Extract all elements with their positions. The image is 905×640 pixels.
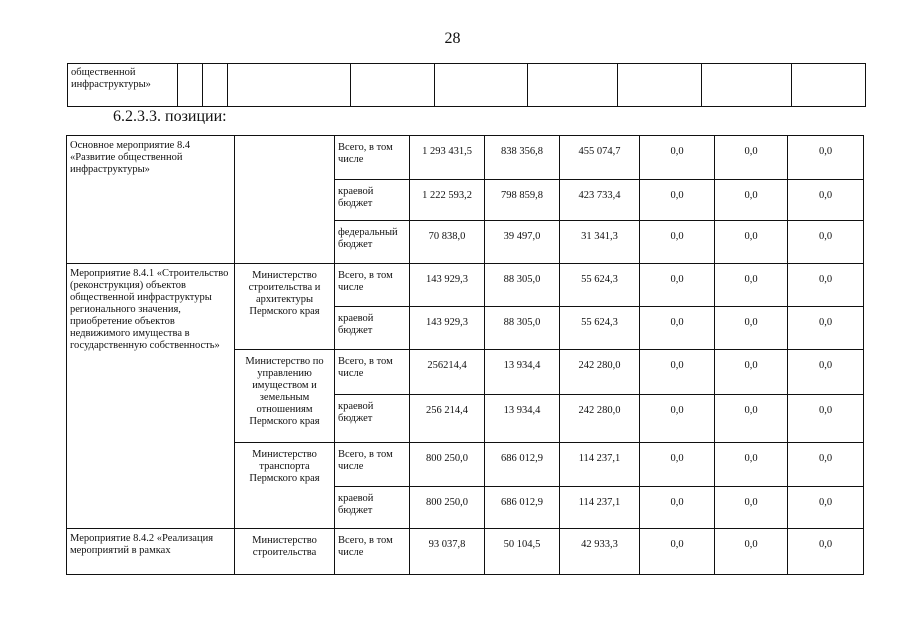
value-cell: 0,0 xyxy=(715,136,788,180)
value-cell: 242 280,0 xyxy=(560,350,640,395)
value-cell: 0,0 xyxy=(788,350,864,395)
value-cell: 88 305,0 xyxy=(485,307,560,350)
value-cell: 798 859,8 xyxy=(485,180,560,221)
value-cell: 0,0 xyxy=(788,487,864,529)
value-cell: 13 934,4 xyxy=(485,350,560,395)
value-cell: 0,0 xyxy=(640,350,715,395)
table-row xyxy=(68,64,866,107)
funding-source: краевой бюджет xyxy=(335,180,410,221)
value-cell: 143 929,3 xyxy=(410,307,485,350)
funding-source: краевой бюджет xyxy=(335,487,410,529)
responsible-executor: Министерство транспорта Пермского края xyxy=(235,443,335,529)
funding-source: федеральный бюджет xyxy=(335,221,410,264)
value-cell: 686 012,9 xyxy=(485,443,560,487)
activity-name: Основное мероприятие 8.4 «Развитие общественной инфраструктуры» xyxy=(67,136,235,264)
value-cell: 423 733,4 xyxy=(560,180,640,221)
value-cell: 0,0 xyxy=(715,487,788,529)
value-cell: 256214,4 xyxy=(410,350,485,395)
value-cell: 686 012,9 xyxy=(485,487,560,529)
value-cell: 0,0 xyxy=(640,264,715,307)
responsible-executor: Министерство по управлению имуществом и земельным отношениям Пермского края xyxy=(235,350,335,443)
value-cell: 31 341,3 xyxy=(560,221,640,264)
value-cell: 0,0 xyxy=(640,395,715,443)
activity-name: Мероприятие 8.4.2 «Реализация мероприятий в рамках xyxy=(67,529,235,575)
funding-source: краевой бюджет xyxy=(335,307,410,350)
value-cell: 55 624,3 xyxy=(560,307,640,350)
value-cell: 0,0 xyxy=(788,395,864,443)
value-cell: 800 250,0 xyxy=(410,443,485,487)
value-cell: 242 280,0 xyxy=(560,395,640,443)
value-cell: 0,0 xyxy=(640,487,715,529)
row-name: общественной инфраструктуры» xyxy=(68,64,178,107)
value-cell: 0,0 xyxy=(788,443,864,487)
value-cell: 0,0 xyxy=(715,221,788,264)
value-cell: 0,0 xyxy=(715,350,788,395)
value-cell: 0,0 xyxy=(788,264,864,307)
table-row xyxy=(67,529,864,575)
value-cell: 838 356,8 xyxy=(485,136,560,180)
value-cell: 0,0 xyxy=(640,221,715,264)
value-cell: 0,0 xyxy=(640,136,715,180)
value-cell: 93 037,8 xyxy=(410,529,485,575)
responsible-executor xyxy=(235,136,335,264)
value-cell: 0,0 xyxy=(640,443,715,487)
value-cell: 0,0 xyxy=(715,180,788,221)
value-cell: 70 838,0 xyxy=(410,221,485,264)
value-cell: 455 074,7 xyxy=(560,136,640,180)
value-cell: 88 305,0 xyxy=(485,264,560,307)
value-cell: 0,0 xyxy=(788,221,864,264)
value-cell: 114 237,1 xyxy=(560,443,640,487)
page-number: 28 xyxy=(444,30,461,47)
value-cell: 42 933,3 xyxy=(560,529,640,575)
value-cell: 55 624,3 xyxy=(560,264,640,307)
value-cell: 143 929,3 xyxy=(410,264,485,307)
funding-source: краевой бюджет xyxy=(335,395,410,443)
value-cell: 0,0 xyxy=(640,180,715,221)
value-cell: 114 237,1 xyxy=(560,487,640,529)
value-cell: 13 934,4 xyxy=(485,395,560,443)
value-cell: 0,0 xyxy=(788,180,864,221)
value-cell: 0,0 xyxy=(788,136,864,180)
value-cell: 0,0 xyxy=(715,395,788,443)
funding-source: Всего, в том числе xyxy=(335,264,410,307)
table-row xyxy=(67,264,864,307)
value-cell: 50 104,5 xyxy=(485,529,560,575)
value-cell: 39 497,0 xyxy=(485,221,560,264)
activity-name: Мероприятие 8.4.1 «Строительство (реконструкция) объектов общественной инфраструктуры регионального значения, приобретение объектов недвижимого имущества в государственную собственность» xyxy=(67,264,235,529)
value-cell: 0,0 xyxy=(788,529,864,575)
funding-table xyxy=(66,135,864,575)
value-cell: 1 222 593,2 xyxy=(410,180,485,221)
funding-source: Всего, в том числе xyxy=(335,529,410,575)
value-cell: 0,0 xyxy=(715,264,788,307)
responsible-executor: Министерство строительства xyxy=(235,529,335,575)
value-cell: 0,0 xyxy=(640,307,715,350)
responsible-executor: Министерство строительства и архитектуры Пермского края xyxy=(235,264,335,350)
funding-source: Всего, в том числе xyxy=(335,136,410,180)
value-cell: 800 250,0 xyxy=(410,487,485,529)
value-cell: 0,0 xyxy=(715,529,788,575)
value-cell: 256 214,4 xyxy=(410,395,485,443)
section-heading: 6.2.3.3. позиции: xyxy=(113,108,227,125)
value-cell: 0,0 xyxy=(788,307,864,350)
funding-source: Всего, в том числе xyxy=(335,350,410,395)
value-cell: 0,0 xyxy=(715,443,788,487)
value-cell: 1 293 431,5 xyxy=(410,136,485,180)
value-cell: 0,0 xyxy=(640,529,715,575)
funding-source: Всего, в том числе xyxy=(335,443,410,487)
table-row xyxy=(67,136,864,180)
value-cell: 0,0 xyxy=(715,307,788,350)
continuation-table xyxy=(67,63,866,107)
